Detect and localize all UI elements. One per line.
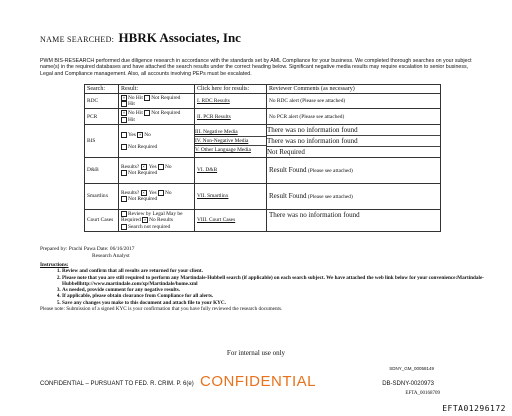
result-bis: Yes × No Not Required <box>119 124 195 157</box>
comment-court: There was no information found <box>267 209 441 231</box>
comment-negative-media: There was no information found <box>267 125 440 136</box>
checkbox-legal-review[interactable] <box>121 211 127 217</box>
checkbox-results-checked[interactable] <box>141 164 147 170</box>
result-rdc: × No Hit Not Required Hit <box>119 94 195 109</box>
checkbox-no-hit-checked[interactable] <box>121 95 127 101</box>
header-search: Search: <box>85 85 119 94</box>
search-pcr: PCR <box>85 109 119 124</box>
links-bis <box>195 124 267 157</box>
checkbox-search-not-required[interactable] <box>121 224 127 230</box>
table-header-row <box>85 85 441 94</box>
link-rdc-results[interactable]: I. RDC Results <box>195 94 267 109</box>
comment-smartlinx: Result Found (Please see attached) <box>267 183 441 209</box>
page-title <box>40 30 241 46</box>
checkbox-not-required[interactable] <box>121 196 127 202</box>
table-row-smartlinx <box>85 183 441 209</box>
link-smartlinx[interactable]: VII. Smartlinx <box>195 183 267 209</box>
instructions-note: Please note: Submission of a signed KYC is your confirmation that you have fully reviewed the research documents. <box>40 306 283 313</box>
result-court: Review by Legal May be Required × No Results Search not required <box>119 209 195 231</box>
searched-name: HBRK Associates, Inc <box>118 30 241 45</box>
instructions-list <box>40 268 510 306</box>
table-row-pcr <box>85 109 441 124</box>
header-result: Result: <box>119 85 195 94</box>
instructions-block <box>40 262 510 312</box>
checkbox-not-required[interactable] <box>121 144 127 150</box>
checkbox-not-required[interactable] <box>144 95 150 101</box>
comment-rdc: No RDC alert (Please see attached) <box>267 94 441 109</box>
header-comments: Reviewer Comments (as necessary) <box>267 85 441 94</box>
search-rdc: RDC <box>85 94 119 109</box>
checkbox-not-required[interactable] <box>144 110 150 116</box>
instructions-heading: Instructions: <box>40 262 69 268</box>
table-row-court <box>85 209 441 231</box>
intro-paragraph: PWM BIS-RESEARCH performed due diligence research in accordance with the standards set by AML Compliance for your business. We completed thorough searches on your subject name(s) in the required databases and have attached the search results under the correct heading below. Significant negative media results may require escalation to senior business, Legal and Compliance management. Also, all accounts involving PEPs must be escalated. <box>40 58 472 77</box>
checkbox-no-checked[interactable] <box>137 132 143 138</box>
comments-bis <box>267 124 441 157</box>
instruction-item: 4. If applicable, please obtain clearance from Compliance for all alerts. <box>62 293 510 299</box>
checkbox-no[interactable] <box>158 164 164 170</box>
link-other-language-media[interactable]: V. Other Language Media <box>195 146 251 153</box>
checkbox-hit[interactable] <box>121 101 127 107</box>
instruction-item: 5. Save any changes you make to this document and attach file to your KYC. <box>62 300 510 306</box>
instruction-item: 2. Please note that you are still required to perform any Martindale-Hubbell search (if applicable) on each search subject. We have attached the web link below for your convenience:Martindale-Hubbellhttp://www.martindale.com/xp/Martindale/home.xml <box>62 275 510 288</box>
checkbox-hit[interactable] <box>121 117 127 123</box>
checkbox-no-results-checked[interactable] <box>142 217 148 223</box>
efta-number: EFTA01296172 <box>442 404 506 413</box>
bates-number-sdny-gm: SDNY_GM_00058149 <box>389 366 434 371</box>
instruction-item: 1. Review and confirm that all results are returned for your client. <box>62 268 510 274</box>
comment-non-negative-media: There was no information found <box>267 136 440 147</box>
link-non-negative-media[interactable]: IV. Non-Negative Media <box>195 137 266 146</box>
bates-number-db-sdny: DB-SDNY-0020973 <box>382 381 434 387</box>
link-dnb[interactable]: VI. D&B <box>195 157 267 183</box>
search-court: Court Cases <box>85 209 119 231</box>
checkbox-results-checked[interactable] <box>141 190 147 196</box>
link-negative-media[interactable]: III. Negative Media <box>195 128 266 137</box>
result-pcr: × No Hit Not Required Hit <box>119 109 195 124</box>
checkbox-yes[interactable] <box>121 132 127 138</box>
checkbox-no-hit-checked[interactable] <box>121 110 127 116</box>
confidential-stamp: CONFIDENTIAL <box>200 373 317 390</box>
instruction-item: 3. As needed, provide comment for any negative results. <box>62 287 510 293</box>
prepared-by: Prepared by: Prachi Pawa Date: 06/16/2017 Research Analyst <box>40 246 135 259</box>
checkbox-no[interactable] <box>158 190 164 196</box>
comment-other-language-media: Not Required <box>267 147 305 156</box>
bates-number-efta-small: EFTA_00168709 <box>405 391 440 396</box>
search-dnb: D&B <box>85 157 119 183</box>
confidential-notice: CONFIDENTIAL – PURSUANT TO FED. R. CRIM. P. 6(e) <box>40 381 194 387</box>
link-court-cases[interactable]: VIII. Court Cases <box>195 209 267 231</box>
table-row-dnb <box>85 157 441 183</box>
table-row-rdc <box>85 94 441 109</box>
header-click: Click here for results: <box>195 85 267 94</box>
search-smartlinx: Smartlinx <box>85 183 119 209</box>
search-bis: BIS <box>85 124 119 157</box>
name-searched-label: NAME SEARCHED: <box>40 35 115 44</box>
result-smartlinx: Results? × Yes No Not Required <box>119 183 195 209</box>
search-results-table <box>84 84 441 232</box>
table-row-bis <box>85 124 441 157</box>
comment-pcr: No PCR alert (Please see attached) <box>267 109 441 124</box>
result-dnb: Results? × Yes No Not Required <box>119 157 195 183</box>
link-pcr-results[interactable]: II. PCR Results <box>195 109 267 124</box>
checkbox-not-required[interactable] <box>121 170 127 176</box>
internal-use-label: For internal use only <box>226 349 286 357</box>
comment-dnb: Result Found (Please see attached) <box>267 157 441 183</box>
